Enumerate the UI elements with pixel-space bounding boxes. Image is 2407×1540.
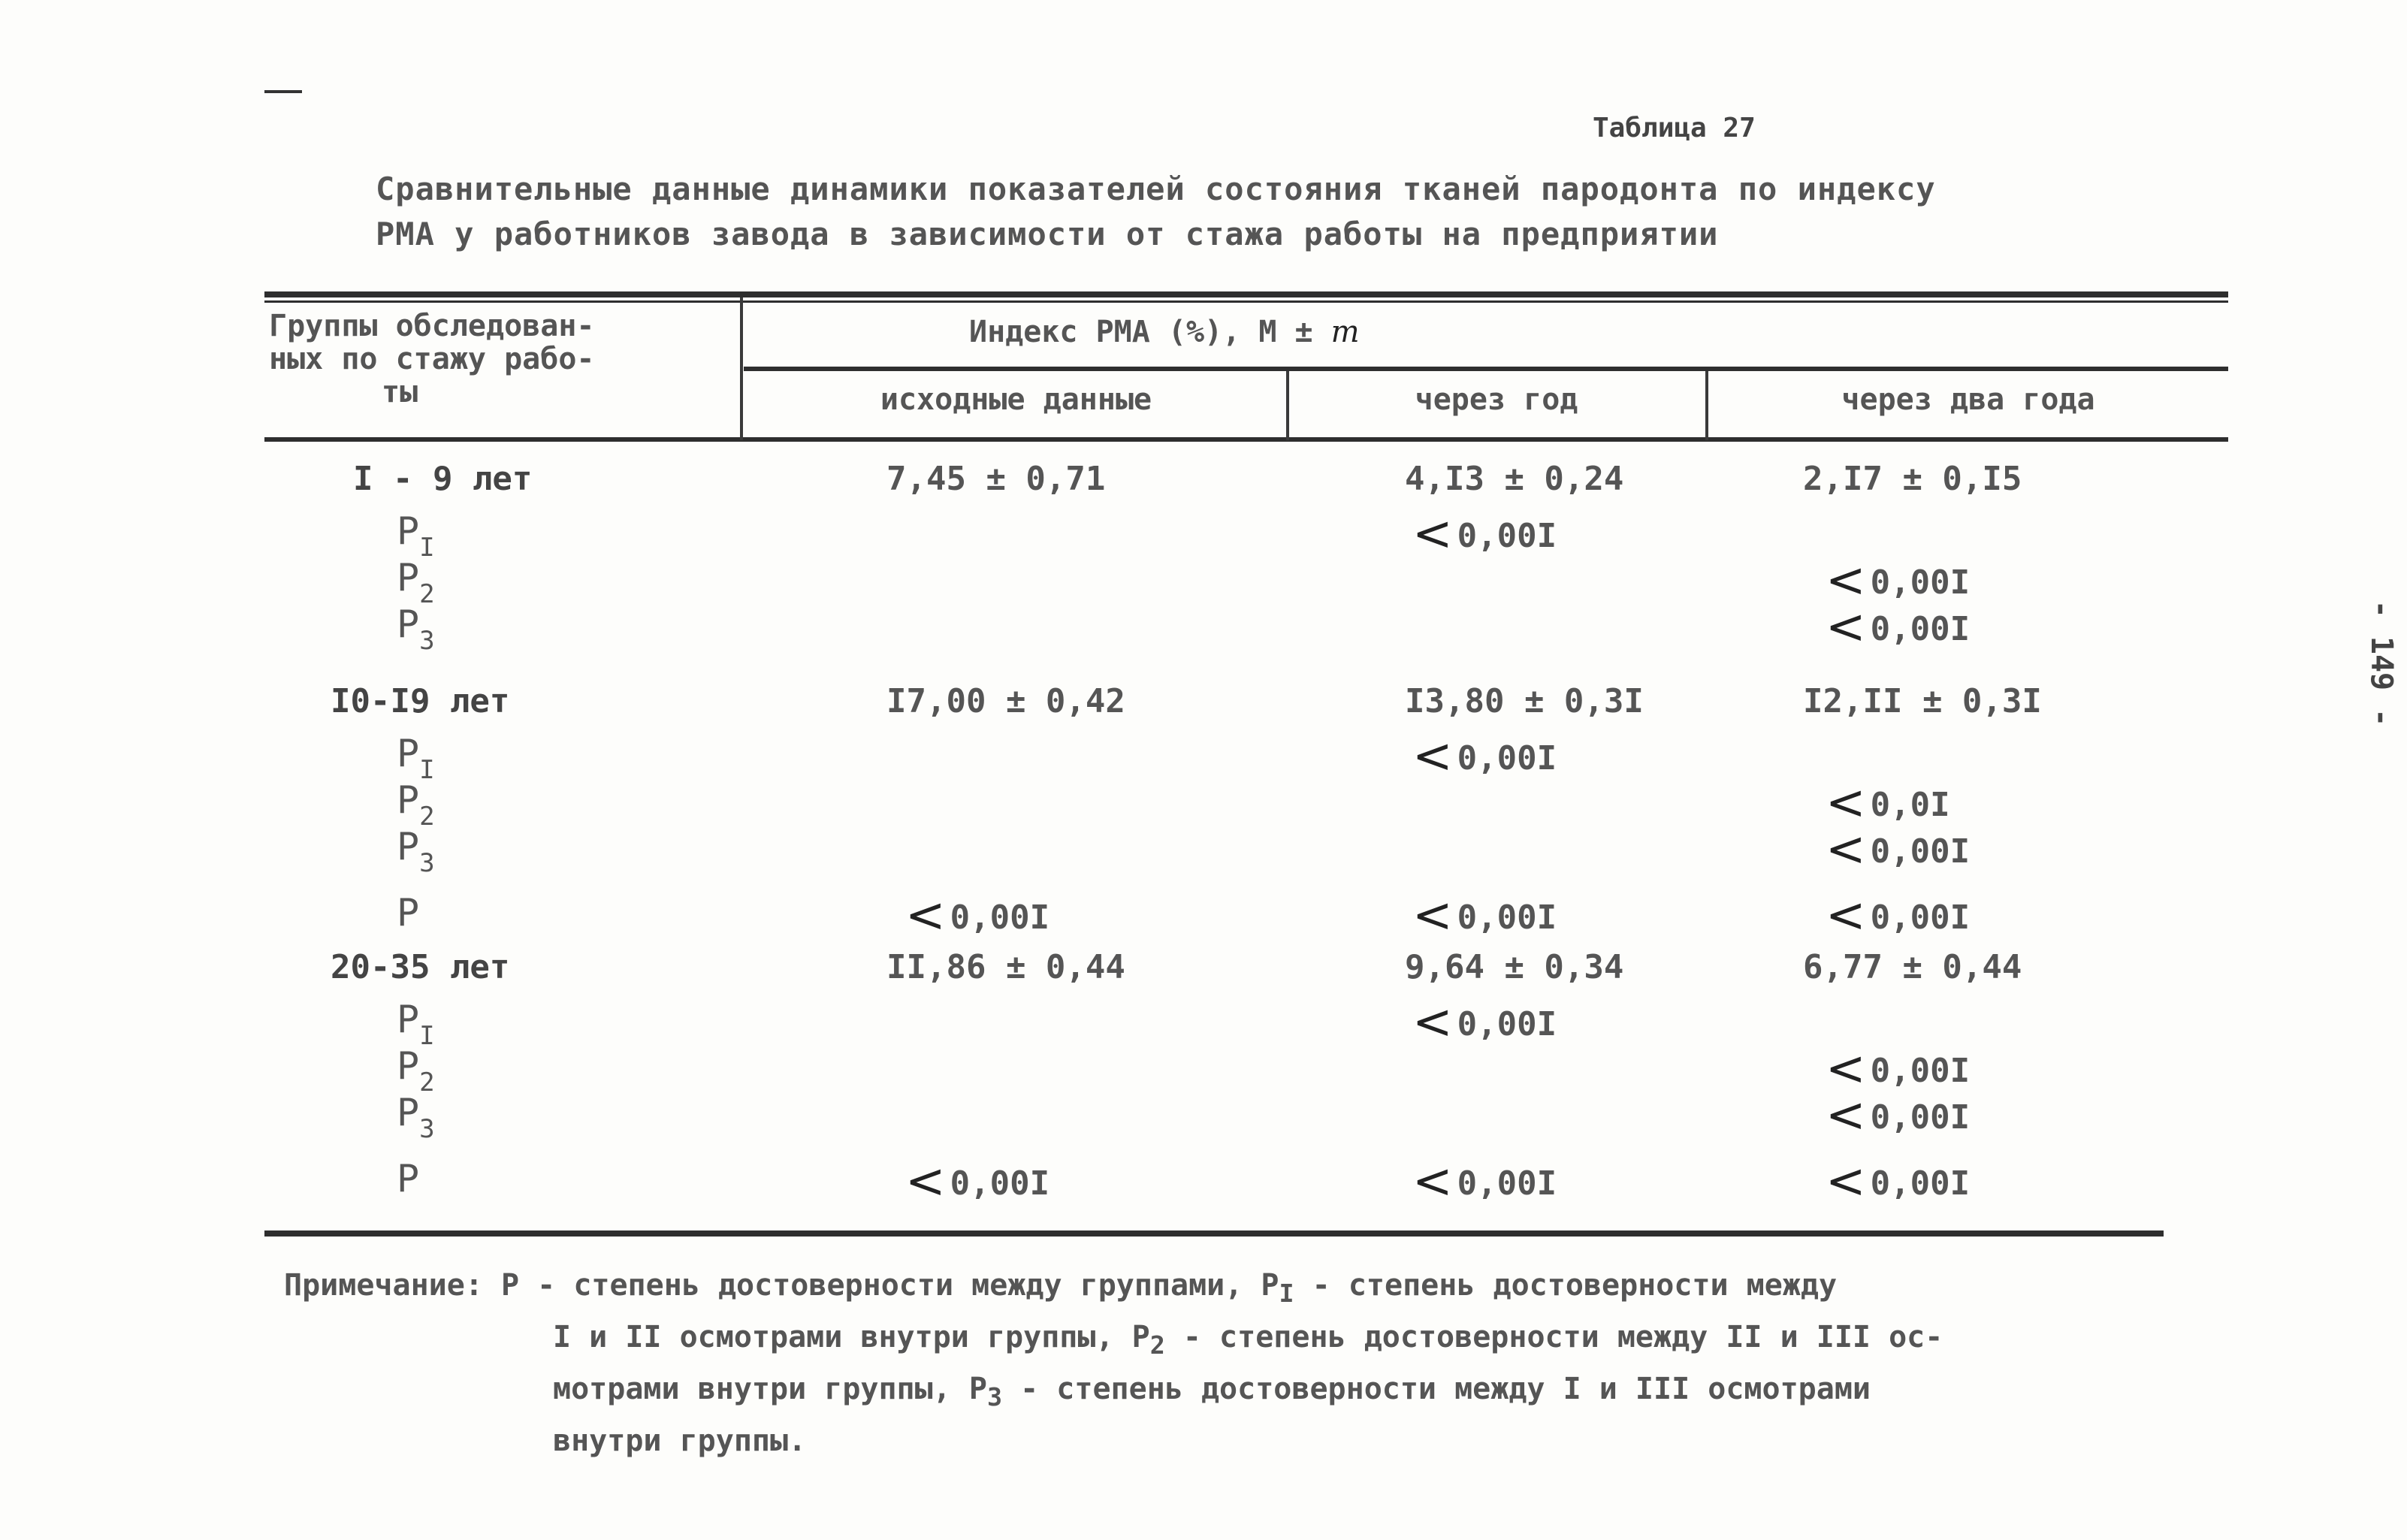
p-value: 0,00I xyxy=(1870,610,1971,648)
mean-value-cell: I3,80 ± 0,3I xyxy=(1405,682,1644,720)
p-row-label: $P_3$ xyxy=(397,1091,435,1144)
less-than-sign: < xyxy=(1826,1041,1866,1097)
p-total-value-cell xyxy=(1826,888,1970,944)
p-value: 0,00I xyxy=(1870,1098,1971,1137)
less-than-sign: < xyxy=(1412,506,1453,562)
column-header-two-years: через два года xyxy=(1841,382,2095,417)
p-value: 0,00I xyxy=(1870,898,1971,937)
p-row-label: $P_3$ xyxy=(397,825,435,878)
mean-value-cell: I7,00 ± 0,42 xyxy=(886,682,1125,720)
less-than-sign: < xyxy=(1826,1154,1866,1209)
p-row-subscript: I xyxy=(419,755,435,785)
p-row-subscript: 3 xyxy=(419,1114,435,1144)
less-than-sign: < xyxy=(905,888,946,944)
p-value-cell xyxy=(1826,822,1970,877)
footnote-line-4: внутри группы. xyxy=(553,1424,807,1458)
mean-value-cell: 2,I7 ± 0,I5 xyxy=(1803,460,2022,498)
p-row-label: $P_2$ xyxy=(397,556,435,609)
index-subheader-rule xyxy=(744,367,2228,371)
p-value: 0,00I xyxy=(1457,898,1557,937)
less-than-sign: < xyxy=(905,1154,946,1209)
index-header-handwritten: m xyxy=(1330,315,1360,349)
table-title xyxy=(376,167,2149,257)
p-value-cell xyxy=(1412,729,1557,784)
p-value: 0,00I xyxy=(1457,739,1557,778)
group-label: 20-35 лет xyxy=(331,948,510,986)
table-top-rule xyxy=(264,291,2228,297)
p-row-label: $P_I$ xyxy=(397,509,435,563)
mean-value-cell: II,86 ± 0,44 xyxy=(886,948,1125,986)
mean-value-cell: I2,II ± 0,3I xyxy=(1803,682,2042,720)
p-row-subscript: 2 xyxy=(419,802,435,832)
p-row-subscript: 3 xyxy=(419,626,435,656)
p-row-label: $P_I$ xyxy=(397,732,435,785)
less-than-sign: < xyxy=(1826,1088,1866,1143)
p-row-subscript: 3 xyxy=(419,848,435,878)
p-total-value-cell xyxy=(1412,888,1557,944)
p-row-label: $P_2$ xyxy=(397,778,435,832)
index-column-header xyxy=(969,316,1360,349)
p-total-value-cell xyxy=(905,888,1049,944)
group-header-line-1: Группы обследован- xyxy=(269,309,595,343)
p-value: 0,00I xyxy=(1870,563,1971,602)
mean-value-cell: 4,I3 ± 0,24 xyxy=(1405,460,1624,498)
less-than-sign: < xyxy=(1826,822,1866,877)
footnote-line-1: Примечание: Р - степень достоверности между группами, $Р_I$ - степень достоверности между xyxy=(284,1268,1838,1308)
p-total-value-cell xyxy=(1826,1154,1970,1209)
p-value-cell xyxy=(1826,599,1970,655)
p-value: 0,00I xyxy=(1457,1005,1557,1043)
group-label: I0-I9 лет xyxy=(331,682,510,720)
header-bottom-rule xyxy=(264,437,2228,442)
less-than-sign: < xyxy=(1412,888,1453,944)
p-value: 0,00I xyxy=(950,898,1050,937)
column-header-baseline: исходные данные xyxy=(880,382,1152,417)
mean-value-cell: 9,64 ± 0,34 xyxy=(1405,948,1624,986)
p-row-subscript: 2 xyxy=(419,1067,435,1098)
p-row-subscript: 2 xyxy=(419,579,435,609)
p-row-subscript: I xyxy=(419,1021,435,1051)
footnote-line-2: I и II осмотрами внутри группы, $Р_2$ - степень достоверности между II и III ос- xyxy=(553,1320,1943,1360)
less-than-sign: < xyxy=(1826,553,1866,608)
p-total-label: P xyxy=(397,891,420,935)
group-column-divider xyxy=(740,297,743,440)
group-column-header xyxy=(269,310,720,409)
p-value-cell xyxy=(1412,506,1557,562)
less-than-sign: < xyxy=(1826,775,1866,831)
p-value: 0,00I xyxy=(1870,1052,1971,1090)
less-than-sign: < xyxy=(1412,995,1453,1050)
column-header-one-year: через год xyxy=(1415,382,1578,417)
p-value: 0,00I xyxy=(1870,832,1971,871)
p-row-label: $P_I$ xyxy=(397,998,435,1051)
p-value: 0,00I xyxy=(950,1164,1050,1203)
index-header-text: Индекс РМА (%), М ± xyxy=(969,315,1313,349)
less-than-sign: < xyxy=(1826,888,1866,944)
p-total-value-cell xyxy=(1412,1154,1557,1209)
title-line-1: Сравнительные данные динамики показателей состояния тканей пародонта по индексу xyxy=(376,171,1936,207)
p-value-cell xyxy=(1826,1088,1970,1143)
p-value: 0,00I xyxy=(1870,1164,1971,1203)
p-total-label: P xyxy=(397,1157,420,1200)
table-number: Таблица 27 xyxy=(1593,113,1756,143)
p-value: 0,00I xyxy=(1457,517,1557,555)
p-value: 0,0I xyxy=(1870,786,1950,824)
less-than-sign: < xyxy=(1412,1154,1453,1209)
less-than-sign: < xyxy=(1412,729,1453,784)
table-top-rule-thin xyxy=(264,300,2228,303)
mean-value-cell: 6,77 ± 0,44 xyxy=(1803,948,2022,986)
table-bottom-rule xyxy=(264,1230,2164,1237)
group-header-line-2: ных по стажу рабо- xyxy=(269,342,595,376)
p-value-cell xyxy=(1412,995,1557,1050)
mean-value-cell: 7,45 ± 0,71 xyxy=(886,460,1106,498)
title-line-2: РМА у работников завода в зависимости от стажа работы на предприятии xyxy=(376,216,1719,252)
group-label: I - 9 лет xyxy=(353,460,533,498)
page-number: - 149 - xyxy=(2364,599,2399,727)
p-value: 0,00I xyxy=(1457,1164,1557,1203)
less-than-sign: < xyxy=(1826,599,1866,655)
top-dash-mark xyxy=(264,90,302,93)
p-total-value-cell xyxy=(905,1154,1049,1209)
p-row-subscript: I xyxy=(419,533,435,563)
p-row-label: $P_2$ xyxy=(397,1044,435,1098)
table-footnote xyxy=(284,1264,2207,1463)
footnote-line-3: мотрами внутри группы, $Р_3$ - степень достоверности между I и III осмотрами xyxy=(553,1372,1871,1412)
group-header-line-3: ты xyxy=(382,375,418,409)
p-row-label: $P_3$ xyxy=(397,602,435,656)
